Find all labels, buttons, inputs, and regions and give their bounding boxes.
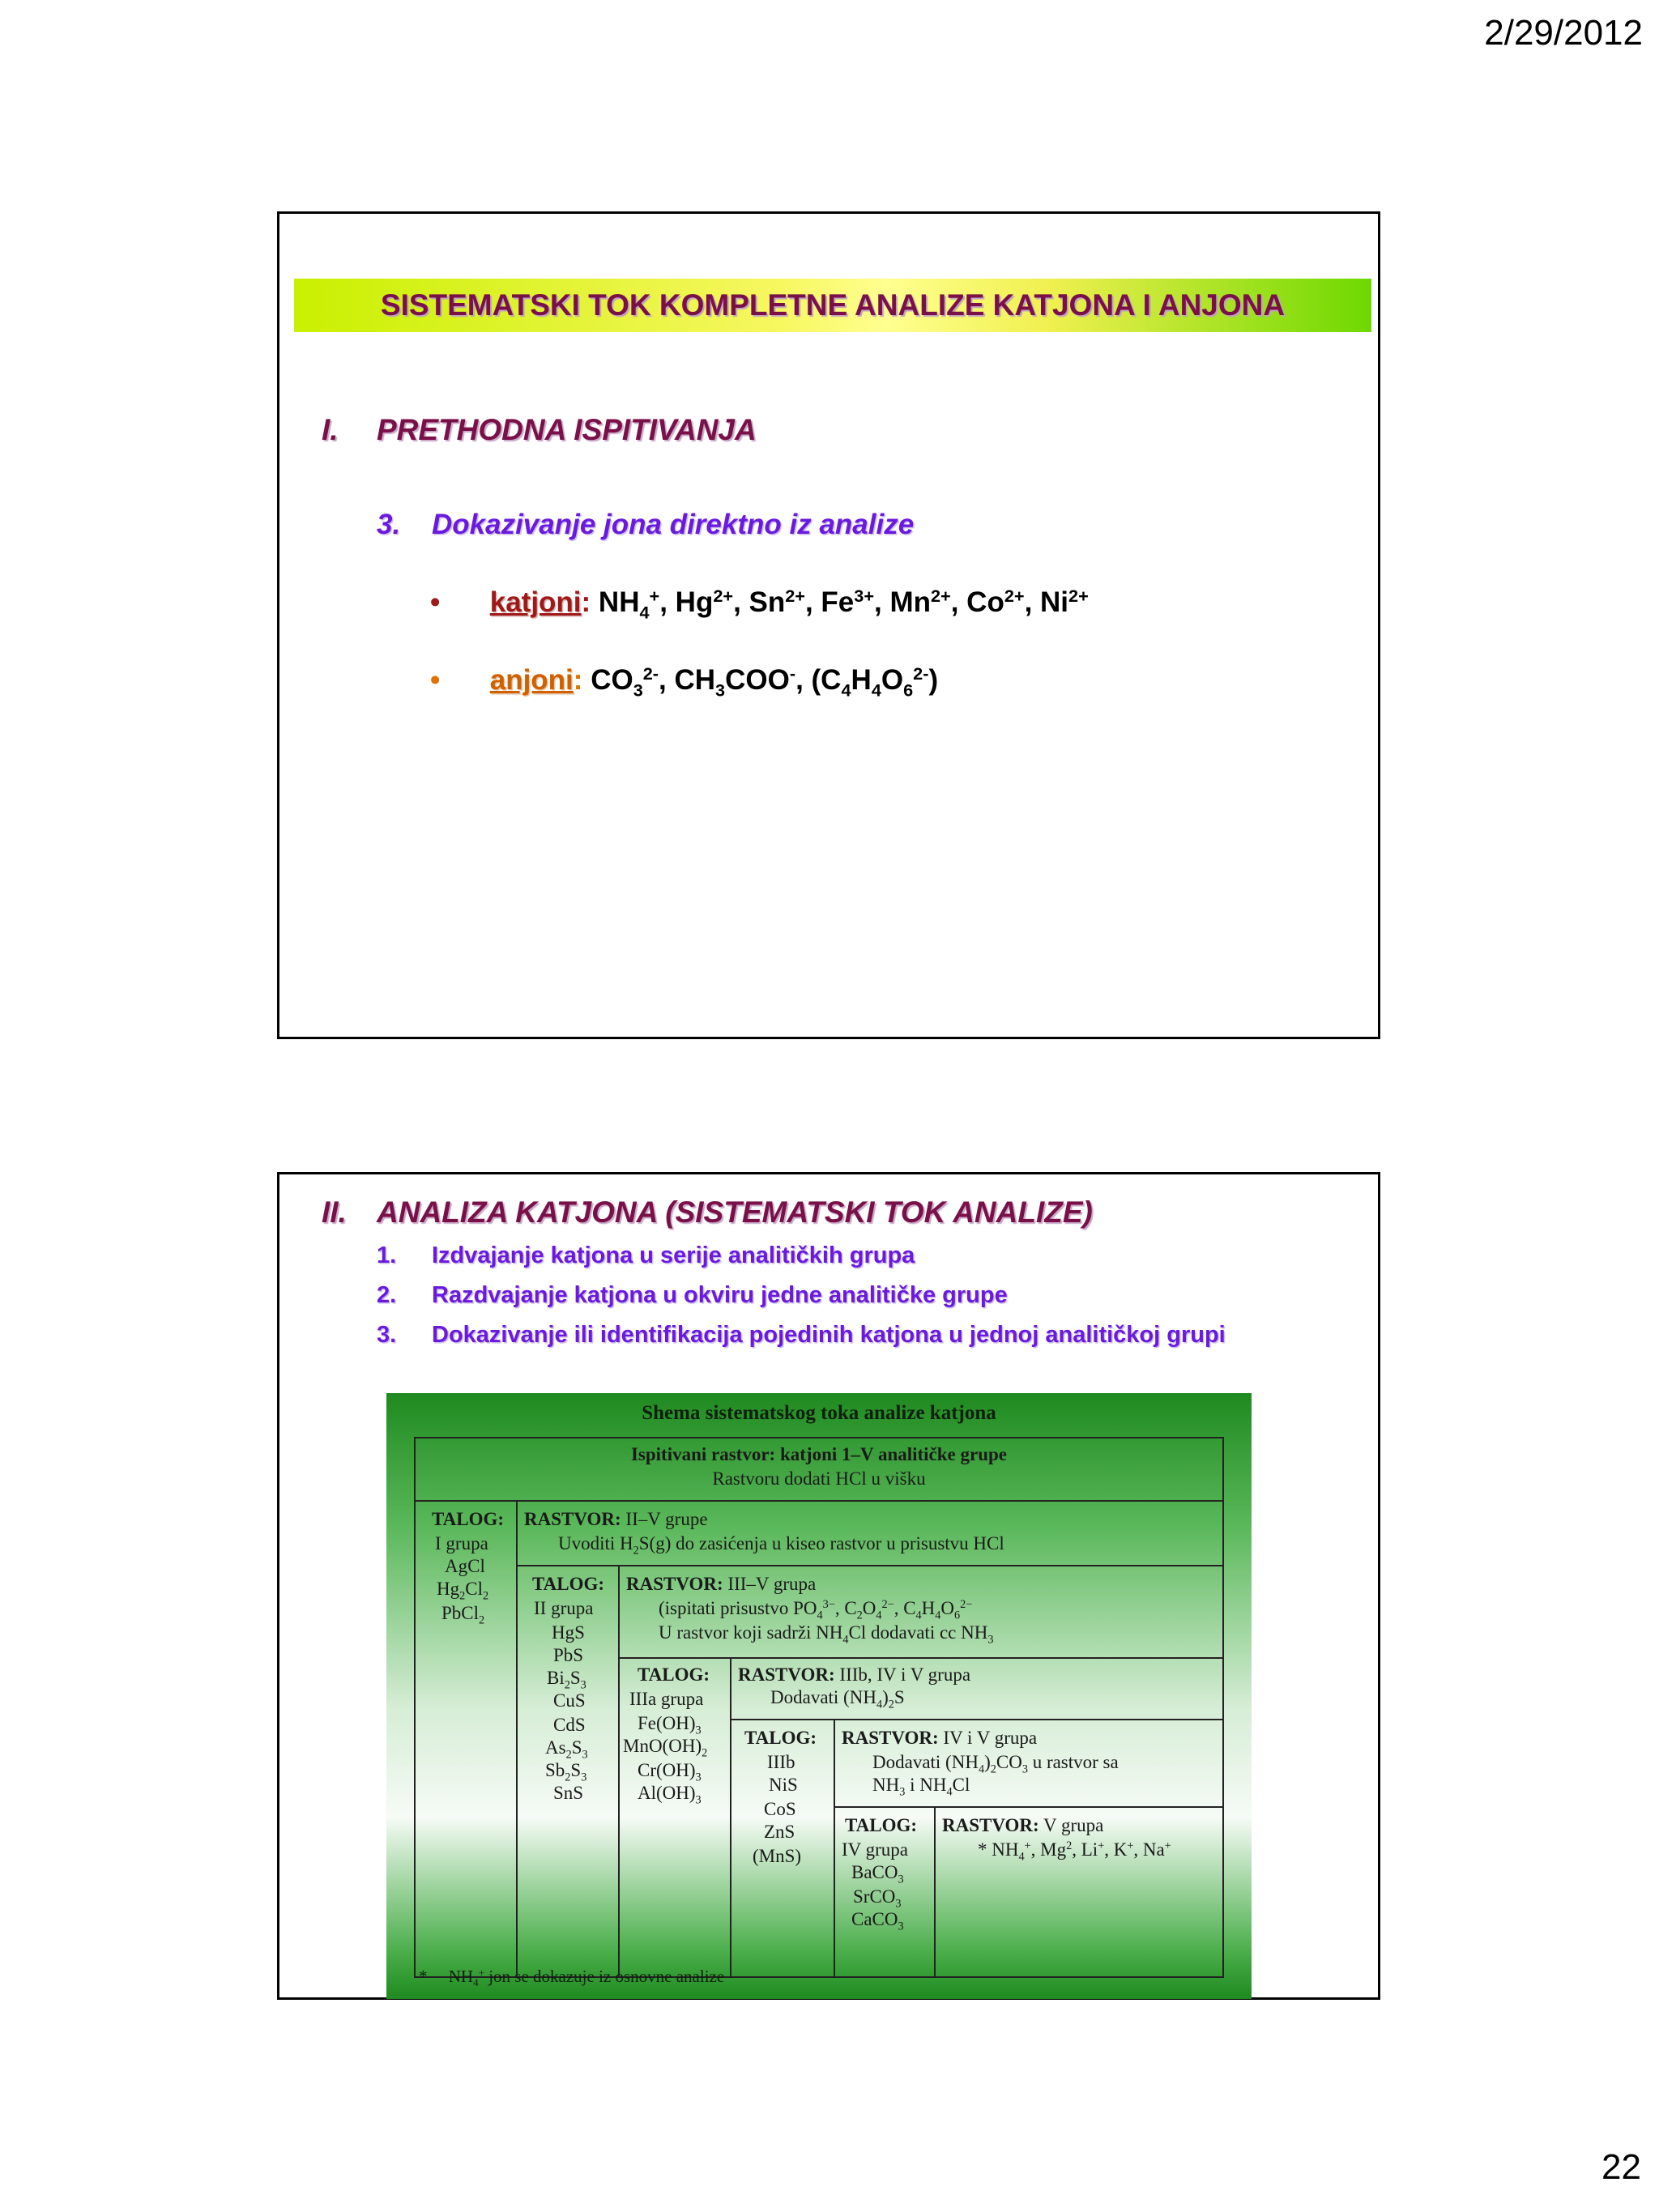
cation-analysis-scheme [386, 1393, 1252, 1999]
rastvor-block: RASTVOR: IIIb, IV i V grupa [738, 1664, 971, 1685]
precipitate: $Sb_2S_3$ [545, 1760, 587, 1784]
item-text: Razdvajanje katjona u okviru jedne analitičke grupe [432, 1282, 1008, 1308]
precipitate: $Bi_2S_3$ [547, 1668, 586, 1692]
precipitate: AgCl [445, 1556, 485, 1576]
talog-label: TALOG: [432, 1509, 505, 1529]
talog-label: TALOG: [744, 1728, 817, 1748]
precipitate: SnS [553, 1783, 584, 1803]
item-number: 3. [377, 1322, 397, 1348]
item-text: Dokazivanje ili identifikacija pojedinih katjona u jednoj analitičkoj grupi [432, 1322, 1226, 1348]
precipitate: PbS [553, 1645, 584, 1665]
precipitate: BaCO$_3$ [851, 1862, 904, 1886]
rastvor-ions: * $NH_4^+$, Mg$^2$, Li+, K+, Na+ [978, 1839, 1171, 1864]
slide-cation-analysis [277, 1172, 1380, 2000]
precipitate: HgS [552, 1622, 585, 1643]
scheme-footnote: * $NH_4^+$ jon se dokazuje iz osnovne analize [419, 1966, 725, 1989]
slide-title: SISTEMATSKI TOK KOMPLETNE ANALIZE KATJONA I ANJONA [380, 288, 1286, 322]
section-title: ANALIZA KATJONA (SISTEMATSKI TOK ANALIZE) [377, 1196, 1093, 1229]
item-text: Izdvajanje katjona u serije analitičkih grupa [432, 1242, 915, 1268]
scheme-title: Shema sistematskog toka analize katjona [642, 1402, 996, 1424]
rastvor-note: Dodavati $(NH_4)_2S$ [770, 1687, 905, 1711]
scheme-top-line1: Ispitivani rastvor: katjoni 1–V analitičke grupe [630, 1444, 1008, 1464]
item-number: 3. [377, 509, 401, 540]
precipitate: CoS [764, 1799, 796, 1819]
precipitate: CuS [553, 1690, 586, 1711]
bullet-dot-icon: • [430, 664, 441, 696]
precipitate: ZnS [764, 1822, 795, 1842]
precipitate: $Fe(OH)_3$ [638, 1713, 702, 1737]
precipitate: NiS [769, 1775, 798, 1795]
cations-list: $NH_4^+$, $Hg^{2+}$, $Sn^{2+}$, $Fe^{3+}$, $Mn^{2+}$, $Co^{2+}$, $Ni^{2+}$ [598, 586, 1089, 623]
rastvor-block: RASTVOR: V grupa [942, 1815, 1104, 1835]
rastvor-block: RASTVOR: IV i V grupa [842, 1728, 1038, 1748]
group-name: I grupa [435, 1533, 488, 1554]
rastvor-note: (ispitati prisustvo $PO_4^{3-}$, $C_2O_4^{2-}$, $C_4H_4O_6^{2-}$ [659, 1598, 973, 1622]
header-date: 2/29/2012 [1484, 13, 1643, 53]
scheme-top-line2: Rastvoru dodati HCl u višku [712, 1468, 926, 1489]
anions-label: anjoni [489, 664, 574, 696]
precipitate: PbCl$_2$ [441, 1603, 485, 1627]
group-name: II grupa [534, 1598, 594, 1618]
item-title: Dokazivanje jona direktno iz analize [432, 509, 915, 540]
rastvor-note: $NH_3$ i $NH_4Cl$ [872, 1775, 970, 1799]
precipitate: SrCO$_3$ [853, 1886, 902, 1911]
anions-list: $CO_3^{2-}$, $CH_3COO^-$, $(C_4H_4O_6^{2-})$ [591, 663, 939, 701]
rastvor-note: Uvoditi $H_2S(g)$ do zasićenja u kiseo rastvor u prisustvu HCl [558, 1533, 1004, 1558]
section-number: II. [322, 1196, 347, 1229]
precipitate: $Al(OH)_3$ [638, 1783, 702, 1807]
bullet-anions: • anjoni: $CO_3^{2-}$, $CH_3COO^-$, $(C_4H_4O_6^{2-})$ [430, 663, 939, 701]
rastvor-block: RASTVOR: III–V grupa [626, 1574, 817, 1594]
precipitate: $MnO(OH)_2$ [623, 1736, 708, 1760]
slide-preliminary-tests [277, 211, 1380, 1039]
bullet-cations: • katjoni: $NH_4^+$, $Hg^{2+}$, $Sn^{2+}$, $Fe^{3+}$, $Mn^{2+}$, $Co^{2+}$, $Ni^{2+}$ [430, 586, 1089, 623]
item-number: 1. [377, 1242, 397, 1268]
precipitate: $Cr(OH)_3$ [638, 1760, 702, 1784]
rastvor-note: U rastvor koji sadrži $NH_4Cl$ dodavati cc $NH_3$ [659, 1622, 994, 1647]
page-number: 22 [1601, 2147, 1641, 2187]
rastvor-note: Dodavati $(NH_4)_2CO_3$ u rastvor sa [872, 1752, 1119, 1776]
talog-label: TALOG: [638, 1664, 710, 1685]
group-name: IV grupa [842, 1839, 908, 1860]
section-number: I. [322, 413, 339, 446]
bullet-dot-icon: • [430, 586, 441, 618]
group-name: IIIa grupa [629, 1689, 704, 1709]
precipitate: CaCO$_3$ [851, 1909, 904, 1933]
cations-label: katjoni [489, 586, 582, 618]
talog-label: TALOG: [845, 1815, 918, 1835]
precipitate: $Hg_2Cl_2$ [437, 1579, 489, 1603]
precipitate: CdS [553, 1715, 586, 1735]
slide-title-bar [294, 279, 1371, 332]
precipitate: $As_2S_3$ [545, 1737, 588, 1762]
item-number: 2. [377, 1282, 397, 1308]
group-name: IIIb [767, 1752, 795, 1772]
rastvor-block: RASTVOR: II–V grupe [524, 1509, 708, 1529]
talog-label: TALOG: [532, 1574, 605, 1594]
precipitate: (MnS) [753, 1846, 802, 1866]
section-title: PRETHODNA ISPITIVANJA [377, 413, 757, 446]
